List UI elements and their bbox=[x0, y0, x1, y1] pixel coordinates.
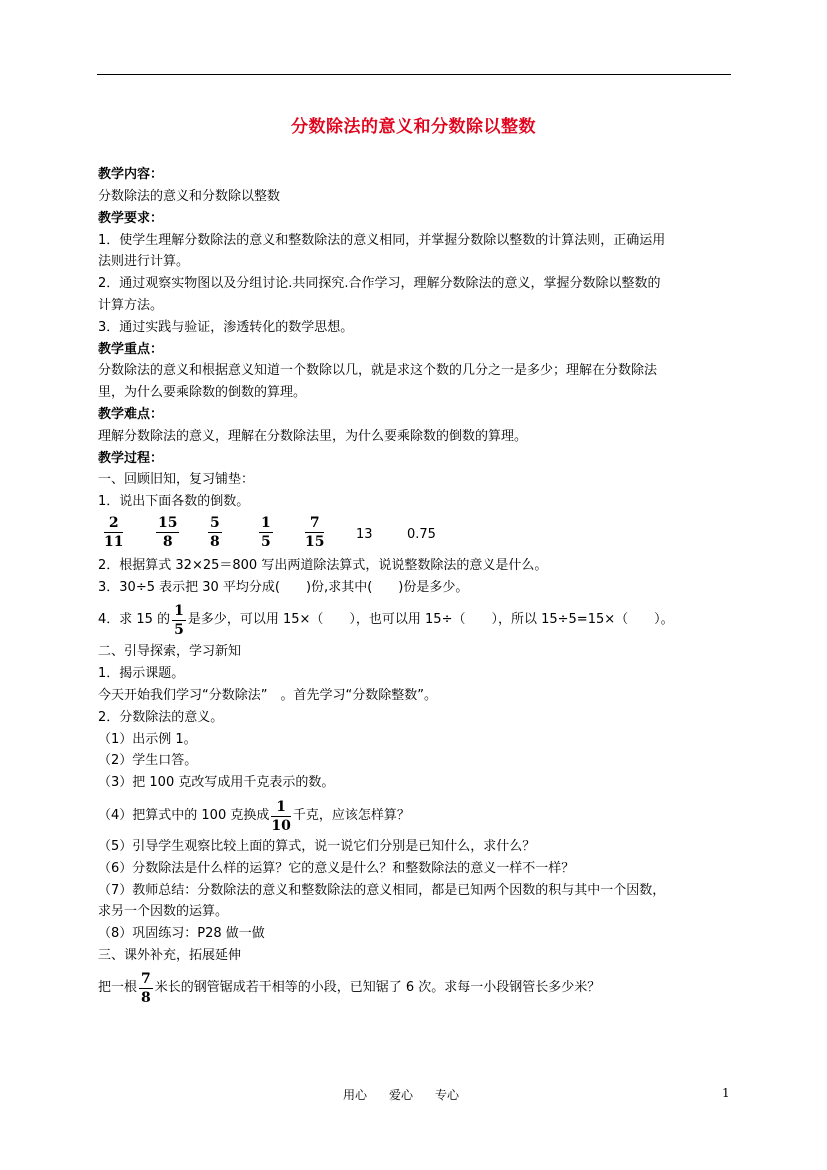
footer-motto bbox=[343, 1086, 481, 1103]
header-rule bbox=[97, 74, 731, 75]
exercise-3: 3．30÷5 表示把 30 平均分成( )份,求其中( )份是多少。 bbox=[98, 580, 469, 595]
key-points-text: 分数除法的意义和根据意义知道一个数除以几，就是求这个数的几分之一是多少；理解在分数除法 bbox=[98, 363, 658, 378]
sub-step-1: （1）出示例 1。 bbox=[98, 732, 197, 747]
key-points-text-cont: 里，为什么要乘除数的倒数的算理。 bbox=[98, 385, 307, 400]
step-1-text: 今天开始我们学习“分数除法” 。首先学习“分数除整数”。 bbox=[98, 688, 437, 703]
footer-word: 用心 bbox=[343, 1088, 368, 1102]
exercise-2: 2．根据算式 32×25＝800 写出两道除法算式，说说整数除法的意义是什么。 bbox=[98, 558, 548, 573]
step-1: 1．揭示课题。 bbox=[98, 666, 185, 681]
section-2-heading: 二、引导探索，学习新知 bbox=[98, 644, 242, 659]
requirement-2-cont: 计算方法。 bbox=[98, 298, 164, 313]
sub-step-7: （7）教师总结：分数除法的意义和整数除法的意义相同，都是已知两个因数的积与其中一个因数， bbox=[98, 883, 666, 898]
sub-step-6: （6）分数除法是什么样的运算？它的意义是什么？和整数除法的意义一样不一样？ bbox=[98, 861, 575, 876]
exercise-4-text: 4．求 15 的 bbox=[98, 612, 171, 627]
fraction: 15 8 bbox=[158, 515, 178, 550]
fraction: 1 5 bbox=[261, 515, 271, 550]
requirement-2: 2．通过观察实物图以及分组讨论.共同探究.合作学习，理解分数除法的意义，掌握分数除以整数的 bbox=[98, 276, 661, 291]
document-title: 分数除法的意义和分数除以整数 bbox=[291, 117, 536, 137]
exercise-1: 1．说出下面各数的倒数。 bbox=[98, 494, 250, 509]
footer-word: 爱心 bbox=[389, 1088, 414, 1102]
integer-value: 13 bbox=[356, 527, 373, 542]
step-2: 2．分数除法的意义。 bbox=[98, 710, 224, 725]
fraction: 2 11 bbox=[104, 515, 124, 550]
difficulties-text: 理解分数除法的意义，理解在分数除法里，为什么要乘除数的倒数的算理。 bbox=[98, 429, 528, 444]
fraction: 5 8 bbox=[210, 515, 220, 550]
sub-step-3: （3）把 100 克改写成用千克表示的数。 bbox=[98, 775, 335, 790]
content-text: 分数除法的意义和分数除以整数 bbox=[98, 189, 281, 204]
sub-step-2: （2）学生口答。 bbox=[98, 753, 198, 768]
heading-content: 教学内容： bbox=[98, 167, 164, 182]
fraction: $\frac{1}{10}$ bbox=[271, 798, 291, 834]
section-3-heading: 三、课外补充，拓展延伸 bbox=[98, 948, 242, 963]
sub-step-4-text: （4）把算式中的 100 克换成 bbox=[98, 808, 270, 823]
fraction: 7 15 bbox=[305, 515, 325, 550]
requirement-1-cont: 法则进行计算。 bbox=[98, 254, 190, 269]
exercise-4 bbox=[98, 600, 674, 640]
final-problem-text-cont: 米长的钢管锯成若干相等的小段，已知锯了 6 次。求每一小段钢管长多少米？ bbox=[154, 980, 601, 995]
heading-requirements: 教学要求： bbox=[98, 211, 164, 226]
sub-step-5: （5）引导学生观察比较上面的算式，说一说它们分别是已知什么，求什么？ bbox=[98, 839, 536, 854]
sub-step-7-cont: 求另一个因数的运算。 bbox=[98, 904, 229, 919]
exercise-4-text-cont: 是多少，可以用 15×（ ），也可以用 15÷（ ），所以 15÷5=15×（ ）。 bbox=[187, 612, 674, 627]
requirement-3: 3．通过实践与验证，渗透转化的数学思想。 bbox=[98, 320, 354, 335]
heading-process: 教学过程： bbox=[98, 451, 164, 466]
sub-step-4 bbox=[98, 796, 410, 836]
sub-step-8: （8）巩固练习：P28 做一做 bbox=[98, 926, 265, 941]
footer-word: 专心 bbox=[435, 1088, 460, 1102]
section-1-heading: 一、回顾旧知，复习铺垫： bbox=[98, 472, 255, 487]
sub-step-4-text-cont: 千克，应该怎样算？ bbox=[292, 808, 410, 823]
fraction: $\frac{7}{8}$ bbox=[141, 970, 151, 1006]
heading-key-points: 教学重点： bbox=[98, 342, 164, 357]
decimal-value: 0.75 bbox=[407, 527, 436, 542]
final-problem-text: 把一根 bbox=[98, 980, 138, 995]
heading-difficulties: 教学难点： bbox=[98, 407, 164, 422]
requirement-1: 1．使学生理解分数除法的意义和整数除法的意义相同，并掌握分数除以整数的计算法则，正确运用 bbox=[98, 233, 666, 248]
fraction: $\frac{1}{5}$ bbox=[174, 602, 184, 638]
page-number: 1 bbox=[722, 1086, 730, 1100]
final-problem bbox=[98, 968, 600, 1008]
